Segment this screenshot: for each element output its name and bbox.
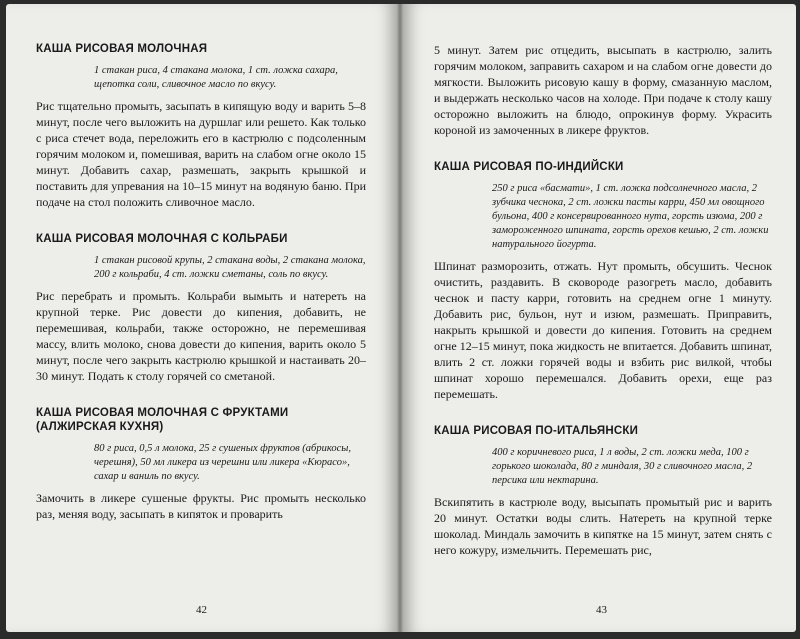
recipe-title: КАША РИСОВАЯ МОЛОЧНАЯ С ФРУКТАМИ (АЛЖИРСКАЯ КУХНЯ) bbox=[36, 407, 289, 433]
recipe-ingredients: 80 г риса, 0,5 л молока, 25 г сушеных фруктов (абрикосы, черешня), 50 мл ликера из черешни или ликера «Кюрасо», сахар и ваниль по вкусу. bbox=[94, 443, 351, 482]
recipe-text: Рис перебрать и промыть. Кольраби вымыть и натереть на крупной терке. Рис довести до кипения, добавить, не перемешивая, кольраби, также осторожно, не перемешивая массу, влить молоко, снова довести до кипения, варить около 5 минут, после чего закрыть кастрюлю крышкой и настаивать 20–30 минут. Подать к столу горячей со сметаной. bbox=[36, 289, 366, 383]
recipe-ingredients: 400 г коричневого риса, 1 л воды, 2 ст. ложки меда, 100 г горького шоколада, 80 г миндаля, 30 г сливочного масла, 2 персика или нектарина. bbox=[492, 447, 753, 486]
recipe bbox=[434, 160, 772, 402]
recipe bbox=[36, 406, 366, 522]
recipe-title: КАША РИСОВАЯ МОЛОЧНАЯ bbox=[36, 43, 208, 55]
recipe-ingredients: 250 г риса «басмати», 1 ст. ложка подсолнечного масла, 2 зубчика чеснока, 2 ст. ложки пасты карри, 450 мл овощного бульона, 400 г консервированного нута, горсть изюма, 200 г замороженного шпината, горсть орехов кешью, 2 ст. ложки натурального йогурта. bbox=[492, 183, 769, 250]
recipe bbox=[36, 232, 366, 384]
recipe bbox=[434, 424, 772, 558]
recipe-title: КАША РИСОВАЯ МОЛОЧНАЯ С КОЛЬРАБИ bbox=[36, 233, 288, 245]
recipe-title: КАША РИСОВАЯ ПО-ИНДИЙСКИ bbox=[434, 161, 624, 173]
recipe bbox=[36, 42, 366, 210]
right-page bbox=[404, 4, 796, 632]
left-page bbox=[6, 4, 396, 632]
recipe-continuation bbox=[434, 42, 772, 138]
page-number: 43 bbox=[596, 604, 607, 616]
recipe-text: Рис тщательно промыть, засыпать в кипящую воду и варить 5–8 минут, после чего выложить на дуршлаг или решето. Как только с риса стечет вода, переложить его в кастрюлю с подсоленным горячим молоком и, помешивая, варить на слабом огне около 15 минут. Добавить сахар, размешать, закрыть крышкой и поставить для упревания на 10–15 минут на водяную баню. При подаче на стол положить сливочное масло. bbox=[36, 99, 366, 209]
page-number: 42 bbox=[196, 604, 207, 616]
recipe-ingredients: 1 стакан риса, 4 стакана молока, 1 ст. ложка сахара, щепотка соли, сливочное масло по вкусу. bbox=[94, 65, 338, 90]
recipe-text: Шпинат разморозить, отжать. Нут промыть, обсушить. Чеснок очистить, раздавить. В сковороде разогреть масло, добавить чеснок и пасту карри, готовить на среднем огне 1 минуту. Добавить рис, бульон, нут и изюм, размешать. Приправить, накрыть крышкой и довести до кипения. Готовить на среднем огне 12–15 минут, пока жидкость не впитается. Добавить шпинат, влить 2 ст. ложки горячей воды и взбить рис вилкой, чтобы шпинат хорошо перемешался. Добавить орехи, еще раз перемешать. bbox=[434, 259, 772, 401]
book-gutter bbox=[396, 4, 404, 632]
recipe-text: Вскипятить в кастрюле воду, высыпать промытый рис и варить 20 минут. Остатки воды слить. Натереть на крупной терке шоколад. Миндаль замочить в кипятке на 15 минут, затем снять с него кожуру, измельчить. Перемешать рис, bbox=[434, 495, 772, 557]
recipe-text: Замочить в ликере сушеные фрукты. Рис промыть несколько раз, меняя воду, засыпать в кипяток и проварить bbox=[36, 491, 366, 521]
recipe-ingredients: 1 стакан рисовой крупы, 2 стакана воды, 2 стакана молока, 200 г кольраби, 4 ст. ложки сметаны, соль по вкусу. bbox=[94, 255, 366, 280]
continuation-text: 5 минут. Затем рис отцедить, высыпать в кастрюлю, залить горячим молоком, заправить сахаром и на слабом огне довести до мягкости. Выложить рисовую кашу в форму, смазанную маслом, и выдержать несколько часов на холоде. При подаче к столу кашу осторожно выложить на блюдо, опрокинув форму. Украсить короной из замоченных в ликере фруктов. bbox=[434, 43, 772, 137]
recipe-title: КАША РИСОВАЯ ПО-ИТАЛЬЯНСКИ bbox=[434, 425, 639, 437]
